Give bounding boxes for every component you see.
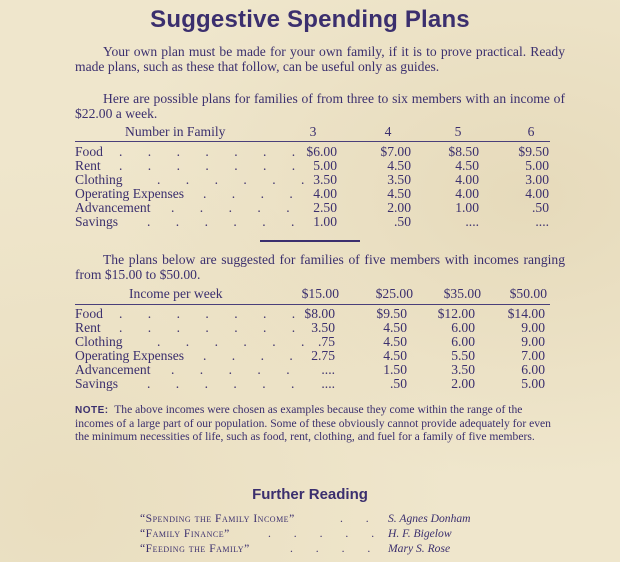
table-cell: 6.00 xyxy=(451,320,475,335)
leader-dots: . . . . . xyxy=(171,362,301,377)
column-header: $25.00 xyxy=(375,286,413,301)
table-cell: 5.00 xyxy=(525,158,549,173)
table-row xyxy=(75,363,555,377)
leader-dots: . . . . xyxy=(290,542,381,555)
leader-dots: . . . . . xyxy=(268,527,385,540)
table-cell: 1.50 xyxy=(383,362,407,377)
row-label: Rent xyxy=(75,158,101,173)
table-cell: 3.50 xyxy=(311,320,335,335)
row-label: Food xyxy=(75,306,103,321)
intro-paragraph-2: Here are possible plans for families of from three to six members with an income of $22.00 a week. xyxy=(75,91,565,121)
table-cell: 4.50 xyxy=(383,320,407,335)
table-row xyxy=(75,349,555,363)
table-cell: 4.50 xyxy=(383,348,407,363)
table-cell: $14.00 xyxy=(507,306,545,321)
leader-dots: . . . . xyxy=(203,186,304,201)
row-label: Operating Expenses xyxy=(75,186,185,201)
leader-dots: . . . . xyxy=(203,348,304,363)
table-cell: 2.00 xyxy=(387,200,411,215)
table-cell: .50 xyxy=(532,200,549,215)
table-cell: 2.75 xyxy=(311,348,335,363)
table-cell: 9.00 xyxy=(521,334,545,349)
income-table-body xyxy=(75,307,555,391)
table-cell: 6.00 xyxy=(521,362,545,377)
row-label: Operating Expenses xyxy=(75,348,185,363)
table-row xyxy=(75,145,555,159)
note-label: NOTE: xyxy=(75,405,109,416)
table-row xyxy=(75,307,555,321)
leader-dots: . . . . . . . xyxy=(119,158,307,173)
row-label: Clothing xyxy=(75,172,123,187)
further-reading-title: Further Reading xyxy=(252,486,368,503)
table-cell: $8.50 xyxy=(448,144,479,159)
table-row xyxy=(75,187,555,201)
table-cell: 3.00 xyxy=(525,172,549,187)
table-cell: $9.50 xyxy=(376,306,407,321)
leader-dots: . . . . . . . xyxy=(119,144,307,159)
family-size-table xyxy=(75,123,555,140)
column-header: 6 xyxy=(527,124,535,139)
table-cell: 6.00 xyxy=(451,334,475,349)
table-row xyxy=(75,173,555,187)
table-cell: $6.00 xyxy=(306,144,337,159)
leader-dots: . . . . . xyxy=(171,200,301,215)
table-cell: 3.50 xyxy=(387,172,411,187)
column-header: 3 xyxy=(309,124,317,139)
table-cell: 4.00 xyxy=(525,186,549,201)
column-header-label: Number in Family xyxy=(125,124,226,139)
leader-dots: . . . . . . xyxy=(157,172,316,187)
table-cell: $9.50 xyxy=(518,144,549,159)
page-title: Suggestive Spending Plans xyxy=(150,6,470,33)
leader-dots: . . . . . . . xyxy=(119,320,307,335)
reading-title: “Spending the Family Income” xyxy=(140,512,295,525)
row-label: Advancement xyxy=(75,200,151,215)
leader-dots: . . . . . . xyxy=(147,376,306,391)
table-row xyxy=(75,159,555,173)
row-label: Savings xyxy=(75,214,119,229)
middle-paragraph: The plans below are suggested for families of five members with incomes ranging from $15.00 to $50.00. xyxy=(75,252,565,282)
table-cell: 2.00 xyxy=(451,376,475,391)
note-text: The above incomes were chosen as examples because they come within the range of the incomes of a large part of our population. Some of these obviously cannot provide adequately for even the minimum necessities of life, such as food, rent, clothing, and fuel for a family of five members. xyxy=(75,403,551,443)
row-label: Savings xyxy=(75,376,119,391)
table-cell: 5.50 xyxy=(451,348,475,363)
reading-author: H. F. Bigelow xyxy=(388,527,452,540)
table-cell: 4.50 xyxy=(387,186,411,201)
column-header: $15.00 xyxy=(301,286,339,301)
row-label: Advancement xyxy=(75,362,151,377)
table-cell: 5.00 xyxy=(313,158,337,173)
family-size-table-body xyxy=(75,145,555,229)
leader-dots: . . xyxy=(340,512,379,525)
table-cell: 4.50 xyxy=(383,334,407,349)
table-cell: 4.00 xyxy=(313,186,337,201)
leader-dots: . . . . . . xyxy=(147,214,306,229)
table-cell: $7.00 xyxy=(380,144,411,159)
reading-item xyxy=(140,527,520,543)
table-cell: .75 xyxy=(318,334,335,349)
column-header-label: Income per week xyxy=(129,286,223,301)
table-cell: $12.00 xyxy=(437,306,475,321)
table-cell: $8.00 xyxy=(304,306,335,321)
table-cell: .50 xyxy=(390,376,407,391)
reading-author: Mary S. Rose xyxy=(388,542,451,555)
row-label: Rent xyxy=(75,320,101,335)
reading-item xyxy=(140,542,520,558)
table-cell: 4.00 xyxy=(455,172,479,187)
table-row xyxy=(75,201,555,215)
table-rule xyxy=(75,141,550,142)
table-row xyxy=(75,321,555,335)
reading-item xyxy=(140,512,520,528)
intro-paragraph-1: Your own plan must be made for your own family, if it is to prove practical. Ready made plans, such as these that follow, can be useful only as guides. xyxy=(75,44,565,74)
reading-title: “Feeding the Family” xyxy=(140,542,250,555)
column-header: 5 xyxy=(454,124,462,139)
table-cell: 4.00 xyxy=(455,186,479,201)
table-rule xyxy=(75,304,550,305)
footnote xyxy=(75,404,555,443)
table-cell: 1.00 xyxy=(455,200,479,215)
table-header-row xyxy=(75,123,555,140)
table-cell: .... xyxy=(535,214,549,229)
table-cell: 7.00 xyxy=(521,348,545,363)
table-cell: .... xyxy=(465,214,479,229)
reading-author: S. Agnes Donham xyxy=(388,512,471,525)
table-cell: 4.50 xyxy=(455,158,479,173)
section-divider xyxy=(260,240,360,242)
table-row xyxy=(75,335,555,349)
table-cell: .... xyxy=(321,376,335,391)
table-header-row xyxy=(75,285,555,302)
column-header: $50.00 xyxy=(509,286,547,301)
table-cell: 5.00 xyxy=(521,376,545,391)
table-cell: 4.50 xyxy=(387,158,411,173)
table-cell: 9.00 xyxy=(521,320,545,335)
reading-title: “Family Finance” xyxy=(140,527,230,540)
row-label: Food xyxy=(75,144,103,159)
column-header: 4 xyxy=(384,124,392,139)
table-cell: 1.00 xyxy=(313,214,337,229)
table-row xyxy=(75,377,555,391)
table-row xyxy=(75,215,555,229)
income-table xyxy=(75,285,555,302)
table-cell: 2.50 xyxy=(313,200,337,215)
table-cell: .... xyxy=(321,362,335,377)
table-cell: .50 xyxy=(394,214,411,229)
row-label: Clothing xyxy=(75,334,123,349)
column-header: $35.00 xyxy=(443,286,481,301)
table-cell: 3.50 xyxy=(451,362,475,377)
leader-dots: . . . . . . xyxy=(157,334,316,349)
table-cell: 3.50 xyxy=(313,172,337,187)
leader-dots: . . . . . . . xyxy=(119,306,307,321)
